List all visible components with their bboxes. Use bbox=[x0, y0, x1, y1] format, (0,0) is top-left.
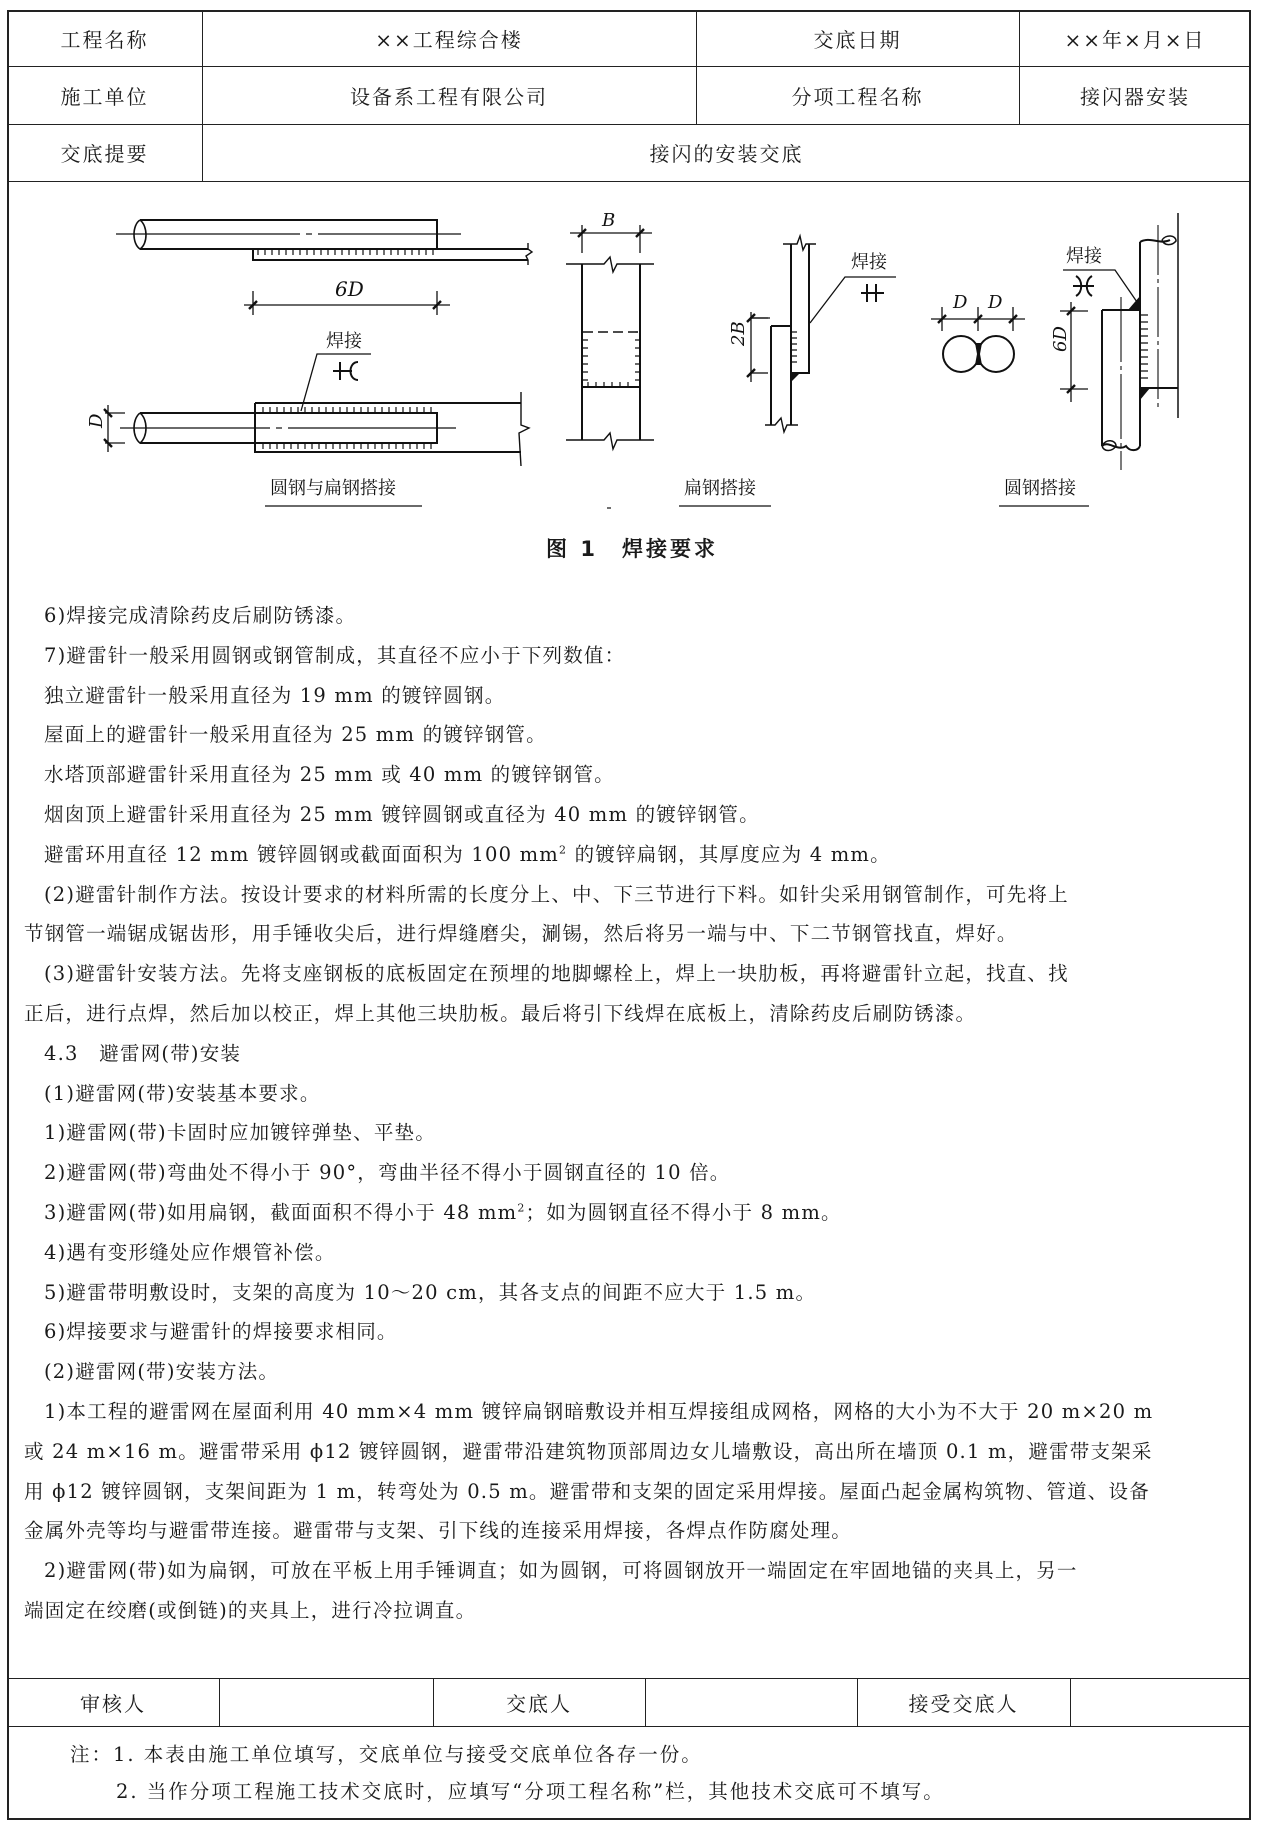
contractor-label: 施工单位 bbox=[60, 84, 149, 109]
body-line: (1)避雷网(带)安装基本要求。 bbox=[44, 1081, 321, 1105]
project-name-label: 工程名称 bbox=[60, 27, 149, 52]
body-line: 1)避雷网(带)卡固时应加镀锌弹垫、平垫。 bbox=[44, 1121, 436, 1145]
body-line: 独立避雷针一般采用直径为 19 mm 的镀锌圆钢。 bbox=[44, 683, 506, 707]
dim-b: B bbox=[602, 210, 616, 231]
body-line: 3)避雷网(带)如用扁钢，截面面积不得小于 48 $mm^2$；如为圆钢直径不得小于 8 mm。 bbox=[44, 1200, 842, 1224]
notes bbox=[70, 1736, 945, 1810]
summary-label: 交底提要 bbox=[60, 142, 149, 166]
body-line: 水塔顶部避雷针采用直径为 25 mm 或 40 mm 的镀锌钢管。 bbox=[44, 763, 615, 787]
note-2: 2. 当作分项工程施工技术交底时，应填写“分项工程名称”栏，其他技术交底可不填写。 bbox=[116, 1780, 945, 1803]
body-line: 2)避雷网(带)如为扁钢，可放在平板上用手锤调直；如为圆钢，可将圆钢放开一端固定在牢固地锚的夹具上，另一 bbox=[44, 1559, 1078, 1583]
body-line: 避雷环用直径 12 mm 镀锌圆钢或截面面积为 100 $mm^2$ 的镀锌扁钢，其厚度应为 4 mm。 bbox=[44, 842, 891, 866]
body-line: 4)遇有变形缝处应作煨管补偿。 bbox=[44, 1240, 336, 1264]
body-text bbox=[24, 596, 1236, 1631]
row-divider bbox=[7, 1726, 1251, 1727]
body-line: (2)避雷针制作方法。按设计要求的材料所需的长度分上、中、下三节进行下料。如针尖采用钢管制作，可先将上 bbox=[44, 882, 1069, 906]
dim-2b: 2B bbox=[728, 321, 749, 346]
project-name-value[interactable]: ××工程综合楼 bbox=[375, 27, 523, 52]
receiver-label: 接受交底人 bbox=[908, 1691, 1019, 1716]
body-line: 6)焊接要求与避雷针的焊接要求相同。 bbox=[44, 1320, 398, 1344]
body-line: 6)焊接完成清除药皮后刷防锈漆。 bbox=[44, 604, 357, 627]
double-fillet-weld-symbol bbox=[333, 362, 358, 380]
body-line: (3)避雷针安装方法。先将支座钢板的底板固定在预埋的地脚螺栓上，焊上一块肋板，再将避雷针立起，找直、找 bbox=[44, 962, 1069, 986]
presenter-label: 交底人 bbox=[506, 1691, 572, 1716]
body-line: 7)避雷针一般采用圆钢或钢管制成，其直径不应小于下列数值： bbox=[44, 643, 626, 667]
flare-groove-weld-symbol bbox=[1073, 276, 1094, 296]
body-line: 正后，进行点焊，然后加以校正，焊上其他三块肋板。最后将引下线焊在底板上，清除药皮后刷防锈漆。 bbox=[24, 1001, 977, 1025]
two-sided-fillet-weld-symbol bbox=[861, 284, 884, 302]
figure-caption: 图 1 焊接要求 bbox=[546, 537, 718, 561]
body-line: 节钢管一端锯成锯齿形，用手锤收尖后，进行焊缝磨尖，涮锡，然后将另一端与中、下二节钢管找直，焊好。 bbox=[24, 922, 1018, 946]
dim-d: D bbox=[953, 292, 968, 313]
summary-value[interactable]: 接闪的安装交底 bbox=[649, 142, 804, 166]
body-line: 1)本工程的避雷网在屋面利用 40 mm×4 mm 镀锌扁钢暗敷设并相互焊接组成网格，网格的大小为不大于 20 m×20 m bbox=[44, 1399, 1154, 1423]
subproject-label: 分项工程名称 bbox=[791, 84, 924, 109]
weld-label: 焊接 bbox=[326, 331, 362, 352]
reviewer-field[interactable] bbox=[219, 1678, 433, 1726]
date-value[interactable]: ××年×月×日 bbox=[1064, 27, 1206, 52]
weld-requirements-figure bbox=[0, 0, 1264, 530]
sub-caption-round: 圆钢搭接 bbox=[1004, 478, 1076, 499]
sub-caption-flat: 扁钢搭接 bbox=[684, 478, 756, 499]
body-line: 2)避雷网(带)弯曲处不得小于 90°，弯曲半径不得小于圆钢直径的 10 倍。 bbox=[44, 1161, 731, 1185]
dim-d: D bbox=[988, 292, 1003, 313]
round-lap-diagram bbox=[931, 213, 1178, 506]
weld-label: 焊接 bbox=[1066, 246, 1102, 267]
body-line: 4.3 避雷网(带)安装 bbox=[44, 1041, 242, 1065]
sub-caption-round-flat: 圆钢与扁钢搭接 bbox=[270, 478, 396, 499]
round-flat-lap-diagram bbox=[86, 220, 532, 506]
body-line: 屋面上的避雷针一般采用直径为 25 mm 的镀锌钢管。 bbox=[44, 723, 547, 747]
receiver-field[interactable] bbox=[1070, 1678, 1251, 1726]
body-line: 端固定在绞磨(或倒链)的夹具上，进行冷拉调直。 bbox=[24, 1598, 477, 1622]
date-label: 交底日期 bbox=[813, 27, 902, 52]
dim-6d: 6D bbox=[1050, 326, 1071, 352]
weld-label: 焊接 bbox=[851, 252, 887, 273]
body-line: 5)避雷带明敷设时，支架的高度为 10～20 cm，其各支点的间距不应大于 1.5 m。 bbox=[44, 1280, 817, 1304]
body-line: (2)避雷网(带)安装方法。 bbox=[44, 1360, 280, 1384]
reviewer-label: 审核人 bbox=[80, 1691, 146, 1716]
note-1: 注：1. 本表由施工单位填写，交底单位与接受交底单位各存一份。 bbox=[70, 1743, 703, 1766]
body-line: 用 ϕ12 镀锌圆钢，支架间距为 1 m，转弯处为 0.5 m。避雷带和支架的固定采用焊接。屋面凸起金属构筑物、管道、设备 bbox=[24, 1479, 1150, 1503]
contractor-value[interactable]: 设备系工程有限公司 bbox=[350, 84, 548, 109]
body-line: 烟囱顶上避雷针采用直径为 25 mm 镀锌圆钢或直径为 40 mm 的镀锌钢管。 bbox=[44, 802, 760, 826]
dim-d: D bbox=[86, 413, 107, 428]
presenter-field[interactable] bbox=[645, 1678, 857, 1726]
body-line: 或 24 m×16 m。避雷带采用 ϕ12 镀锌圆钢，避雷带沿建筑物顶部周边女儿墙敷设，高出所在墙顶 0.1 m，避雷带支架采 bbox=[24, 1439, 1153, 1463]
body-line: 金属外壳等均与避雷带连接。避雷带与支架、引下线的连接采用焊接，各焊点作防腐处理。 bbox=[24, 1519, 853, 1543]
dim-6d: 6D bbox=[335, 277, 364, 301]
subproject-value[interactable]: 接闪器安装 bbox=[1080, 84, 1190, 109]
flat-lap-diagram bbox=[566, 210, 896, 508]
